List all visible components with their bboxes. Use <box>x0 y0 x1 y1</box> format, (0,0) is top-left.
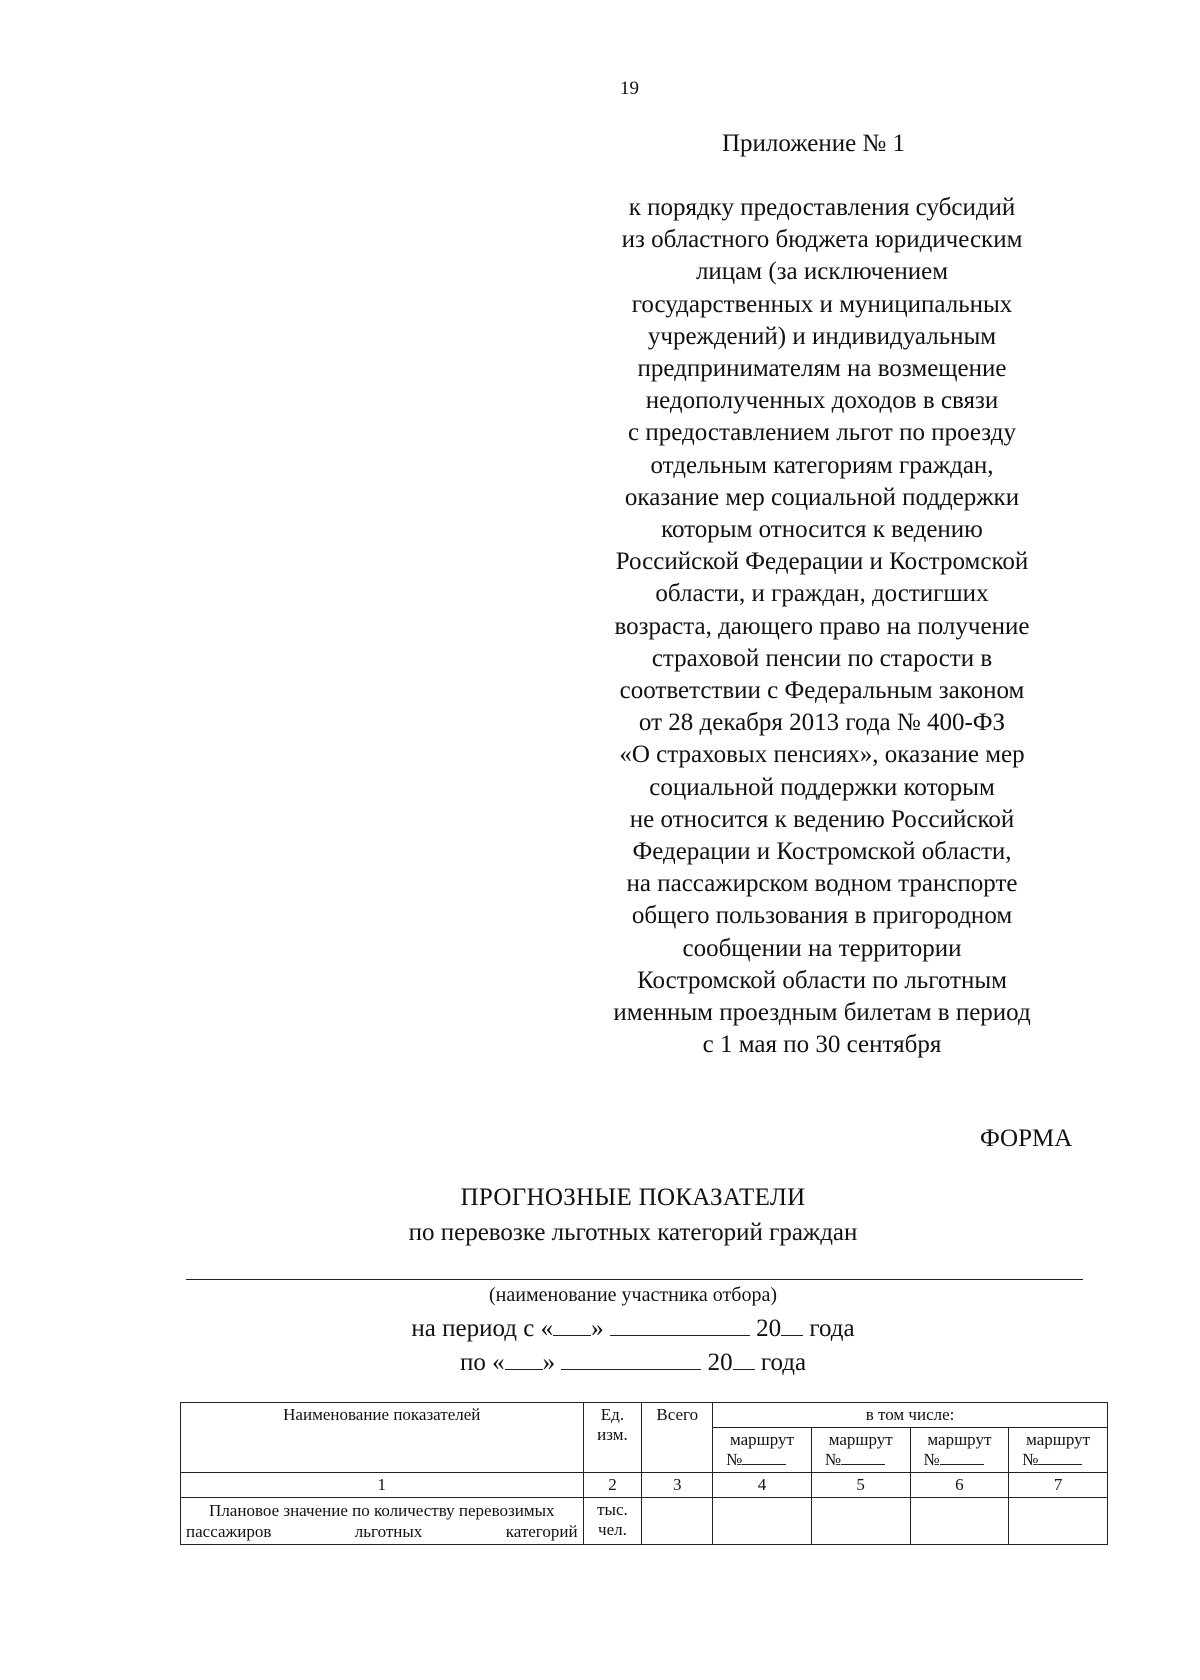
appendix-line: учреждений) и индивидуальным <box>647 322 997 350</box>
appendix-line: к порядку предоставления субсидий <box>628 194 1016 221</box>
column-number: 5 <box>811 1473 910 1498</box>
route-number-blank[interactable] <box>1038 1450 1082 1465</box>
table-row <box>181 1498 1108 1545</box>
route-number-sign: № <box>726 1450 743 1469</box>
appendix-line: государственных и муниципальных <box>631 290 1013 318</box>
indicators-table <box>180 1402 1108 1545</box>
appendix-line: не относится к ведению Российской <box>629 805 1015 833</box>
column-number-row <box>181 1473 1108 1498</box>
document-subtitle: по перевозке льготных категорий граждан <box>408 1219 858 1246</box>
page-number: 19 <box>620 78 639 99</box>
period-to-century: 20 <box>707 1349 733 1376</box>
header-unit: Ед. изм. <box>583 1403 642 1473</box>
route-number-sign: № <box>824 1450 842 1469</box>
header-name: Наименование показателей <box>181 1403 584 1473</box>
row-route-3-cell[interactable] <box>910 1498 1009 1545</box>
header-total: Всего <box>642 1403 713 1473</box>
period-to-month-blank[interactable] <box>561 1347 701 1370</box>
route-number-blank[interactable] <box>742 1450 786 1465</box>
route-number-sign: № <box>1022 1450 1039 1469</box>
appendix-line: оказание мер социальной поддержки <box>624 483 1020 511</box>
period-from-day-blank[interactable] <box>553 1313 591 1336</box>
participant-caption: (наименование участника отбора) <box>489 1284 777 1306</box>
route-label: маршрут <box>729 1430 794 1449</box>
appendix-line: с 1 мая по 30 сентября <box>702 1031 942 1059</box>
appendix-line: Костромской области по льготным <box>637 966 1007 994</box>
appendix-line: соответствии с Федеральным законом <box>619 677 1025 705</box>
route-label: маршрут <box>927 1430 992 1449</box>
appendix-line: из областного бюджета юридическим <box>621 226 1023 254</box>
appendix-title: Приложение № 1 <box>722 130 906 157</box>
appendix-line: лицам (за исключением <box>695 258 949 286</box>
participant-name-line[interactable] <box>186 1279 1083 1280</box>
row-route-1-cell[interactable] <box>713 1498 812 1545</box>
period-to-year-word: года <box>760 1349 807 1376</box>
appendix-line: области, и граждан, достигших <box>655 580 989 608</box>
row-unit: тыс. чел. <box>583 1498 642 1545</box>
route-number-blank[interactable] <box>841 1450 885 1465</box>
appendix-line: недополученных доходов в связи <box>645 387 999 415</box>
period-from-century: 20 <box>756 1315 782 1342</box>
header-route-2 <box>811 1428 910 1473</box>
column-number: 2 <box>583 1473 642 1498</box>
period-to-quote-close: » <box>542 1349 556 1376</box>
table-header-row <box>181 1403 1108 1428</box>
appendix-line: с предоставлением льгот по проезду <box>628 419 1016 447</box>
appendix-line: общего пользования в пригородном <box>631 902 1013 930</box>
route-number-blank[interactable] <box>940 1450 984 1465</box>
period-from-prefix: на период с « <box>411 1315 554 1342</box>
period-to-line <box>0 1347 1200 1377</box>
row-route-4-cell[interactable] <box>1009 1498 1108 1545</box>
period-to-day-blank[interactable] <box>505 1347 543 1370</box>
appendix-line: страховой пенсии по старости в <box>651 644 993 672</box>
route-label: маршрут <box>828 1430 893 1449</box>
appendix-line: Российской Федерации и Костромской <box>615 548 1029 576</box>
period-from-line <box>0 1313 1200 1343</box>
header-including: в том числе: <box>713 1403 1108 1428</box>
column-number: 1 <box>181 1473 584 1498</box>
appendix-line: от 28 декабря 2013 года № 400-ФЗ <box>638 709 1006 737</box>
column-number: 6 <box>910 1473 1009 1498</box>
appendix-line: на пассажирском водном транспорте <box>626 870 1018 898</box>
row-name: Плановое значение по количеству перевозимых пассажиров льготных категорий <box>181 1498 584 1545</box>
period-to-prefix: по « <box>459 1349 505 1376</box>
appendix-line: Федерации и Костромской области, <box>632 838 1012 866</box>
row-route-2-cell[interactable] <box>811 1498 910 1545</box>
header-route-4 <box>1009 1428 1108 1473</box>
appendix-line: отдельным категориям граждан, <box>650 451 994 479</box>
appendix-line: именным проездным билетам в период <box>613 999 1031 1027</box>
column-number: 4 <box>713 1473 812 1498</box>
period-from-year-word: года <box>809 1315 855 1342</box>
column-number: 7 <box>1009 1473 1108 1498</box>
period-from-month-blank[interactable] <box>610 1313 750 1336</box>
column-number: 3 <box>642 1473 713 1498</box>
route-label: маршрут <box>1026 1430 1091 1449</box>
appendix-line: социальной поддержки которым <box>649 773 995 801</box>
row-total-cell[interactable] <box>642 1498 713 1545</box>
header-route-3 <box>910 1428 1009 1473</box>
route-number-sign: № <box>923 1450 940 1469</box>
form-label: ФОРМА <box>980 1125 1073 1152</box>
period-to-year-blank[interactable] <box>733 1347 755 1370</box>
appendix-line: которым относится к ведению <box>661 516 983 544</box>
period-from-year-blank[interactable] <box>781 1313 803 1336</box>
period-from-quote-close: » <box>591 1315 604 1342</box>
appendix-line: возраста, дающего право на получение <box>614 612 1030 640</box>
header-route-1 <box>713 1428 812 1473</box>
appendix-line: предпринимателям на возмещение <box>637 355 1007 383</box>
appendix-body <box>582 192 1062 1061</box>
appendix-line: сообщении на территории <box>682 934 962 962</box>
appendix-line: «О страховых пенсиях», оказание мер <box>619 741 1025 769</box>
document-title: ПРОГНОЗНЫЕ ПОКАЗАТЕЛИ <box>460 1184 806 1211</box>
